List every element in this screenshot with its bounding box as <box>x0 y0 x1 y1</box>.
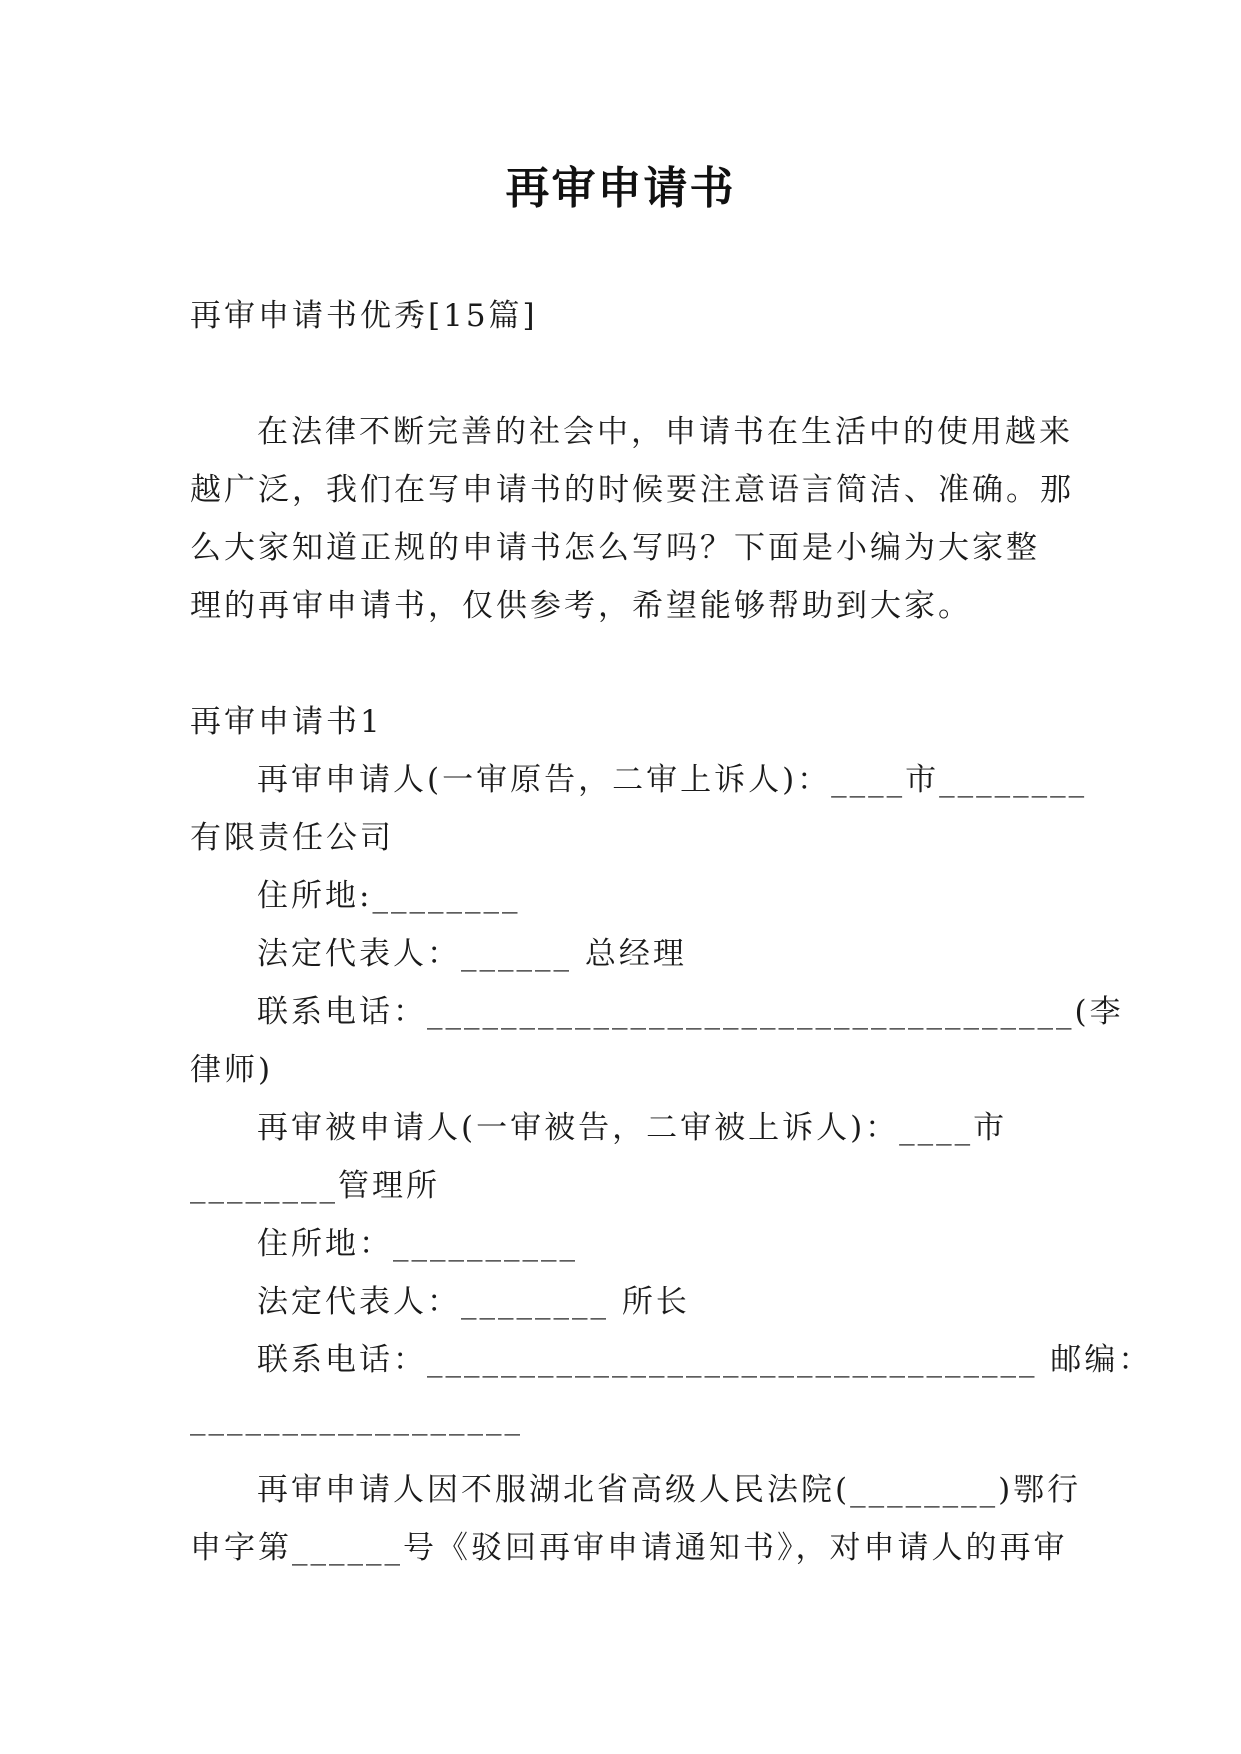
body-line-2: 有限责任公司 <box>190 820 394 856</box>
intro-line-1: 在法律不断完善的社会中，申请书在生活中的使用越来 <box>257 414 1073 450</box>
body-line-9: 住所地：__________ <box>257 1226 578 1262</box>
body-line-14: 申字第______号《驳回再审申请通知书》，对申请人的再审 <box>190 1530 1068 1566</box>
body-line-11: 联系电话：_________________________________ 邮编： <box>257 1342 1153 1378</box>
intro-line-4: 理的再审申请书，仅供参考，希望能够帮助到大家。 <box>190 588 972 624</box>
section-heading: 再审申请书1 <box>190 704 383 740</box>
body-line-4: 法定代表人：______ 总经理 <box>257 936 687 972</box>
body-line-13: 再审申请人因不服湖北省高级人民法院(________)鄂行 <box>257 1472 1082 1508</box>
body-line-3: 住所地:________ <box>257 878 521 914</box>
intro-line-3: 么大家知道正规的申请书怎么写吗？下面是小编为大家整 <box>190 530 1040 566</box>
intro-line-2: 越广泛，我们在写申请书的时候要注意语言简洁、准确。那 <box>190 472 1074 508</box>
body-line-5: 联系电话：___________________________________(李 <box>257 994 1124 1030</box>
body-line-8: ________管理所 <box>190 1168 440 1204</box>
document-subtitle: 再审申请书优秀[15篇] <box>190 298 538 334</box>
body-line-6: 律师) <box>190 1052 274 1088</box>
body-line-1: 再审申请人(一审原告，二审上诉人)：____市________ <box>257 762 1088 798</box>
document-title: 再审申请书 <box>505 163 736 214</box>
body-line-7: 再审被申请人(一审被告，二审被上诉人)：____市 <box>257 1110 1008 1146</box>
body-line-12: __________________ <box>190 1400 523 1436</box>
body-line-10: 法定代表人：________ 所长 <box>257 1284 690 1320</box>
